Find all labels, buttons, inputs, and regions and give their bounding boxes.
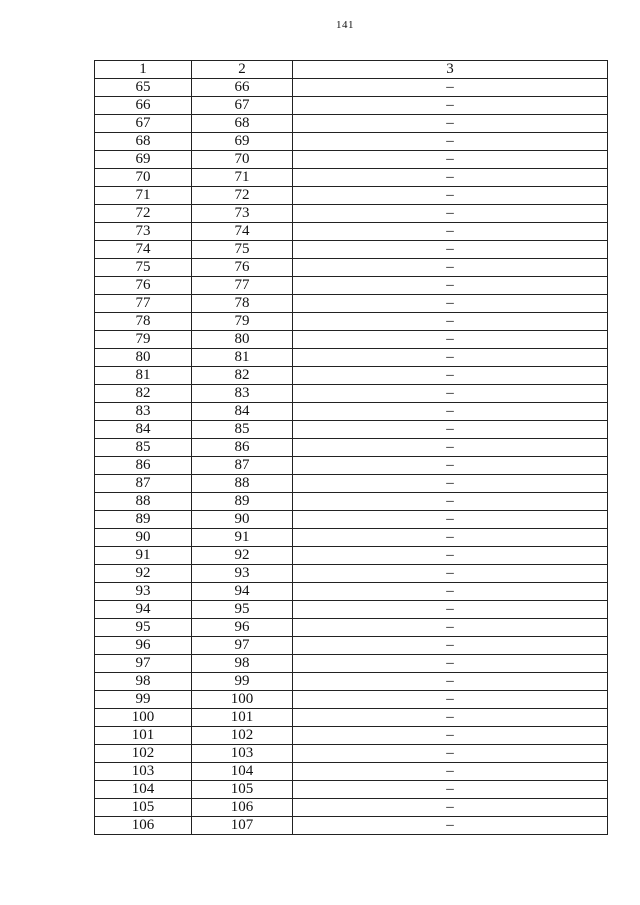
table-cell-col-2: 95	[192, 601, 293, 619]
table-cell-col-1: 91	[95, 547, 192, 565]
table-cell-col-1: 87	[95, 475, 192, 493]
table-cell-col-3: –	[293, 691, 608, 709]
table-cell-col-2: 92	[192, 547, 293, 565]
table-row	[95, 655, 608, 673]
table-cell-col-1: 102	[95, 745, 192, 763]
table-cell-col-2: 102	[192, 727, 293, 745]
table-cell-col-3: –	[293, 547, 608, 565]
table-cell-col-2: 76	[192, 259, 293, 277]
table-cell-col-2: 67	[192, 97, 293, 115]
table-cell-col-1: 98	[95, 673, 192, 691]
table-cell-col-3: –	[293, 619, 608, 637]
table-cell-col-1: 86	[95, 457, 192, 475]
table-cell-col-1: 89	[95, 511, 192, 529]
table-cell-col-3: –	[293, 241, 608, 259]
table-cell-col-2: 86	[192, 439, 293, 457]
table-cell-col-3: –	[293, 817, 608, 835]
table-row	[95, 673, 608, 691]
table-cell-col-1: 106	[95, 817, 192, 835]
table-cell-col-1: 95	[95, 619, 192, 637]
table-cell-col-1: 84	[95, 421, 192, 439]
column-header-2: 2	[192, 61, 293, 79]
table-cell-col-3: –	[293, 295, 608, 313]
table-row	[95, 313, 608, 331]
table-cell-col-2: 75	[192, 241, 293, 259]
table-cell-col-1: 97	[95, 655, 192, 673]
table-cell-col-3: –	[293, 493, 608, 511]
table-row	[95, 781, 608, 799]
table-cell-col-2: 99	[192, 673, 293, 691]
table-row	[95, 385, 608, 403]
table-row	[95, 493, 608, 511]
table-cell-col-3: –	[293, 511, 608, 529]
table-cell-col-2: 80	[192, 331, 293, 349]
table-cell-col-2: 97	[192, 637, 293, 655]
table-cell-col-2: 81	[192, 349, 293, 367]
table-cell-col-3: –	[293, 781, 608, 799]
table-cell-col-1: 104	[95, 781, 192, 799]
table-row	[95, 205, 608, 223]
table-cell-col-2: 66	[192, 79, 293, 97]
table-row	[95, 331, 608, 349]
table-cell-col-1: 65	[95, 79, 192, 97]
table-row	[95, 277, 608, 295]
table-cell-col-1: 82	[95, 385, 192, 403]
table-cell-col-3: –	[293, 727, 608, 745]
table-cell-col-3: –	[293, 187, 608, 205]
table-cell-col-3: –	[293, 151, 608, 169]
table-row	[95, 115, 608, 133]
table-cell-col-3: –	[293, 565, 608, 583]
table-cell-col-3: –	[293, 583, 608, 601]
table-cell-col-2: 83	[192, 385, 293, 403]
table-cell-col-1: 68	[95, 133, 192, 151]
table-cell-col-3: –	[293, 439, 608, 457]
table-row	[95, 403, 608, 421]
table-cell-col-2: 78	[192, 295, 293, 313]
table-cell-col-3: –	[293, 673, 608, 691]
table-cell-col-3: –	[293, 655, 608, 673]
table-row	[95, 259, 608, 277]
table-cell-col-3: –	[293, 709, 608, 727]
table-row	[95, 583, 608, 601]
table-header-row	[95, 61, 608, 79]
table-cell-col-3: –	[293, 277, 608, 295]
table-cell-col-3: –	[293, 79, 608, 97]
table-cell-col-1: 83	[95, 403, 192, 421]
table-cell-col-2: 100	[192, 691, 293, 709]
table-cell-col-2: 72	[192, 187, 293, 205]
table-cell-col-3: –	[293, 97, 608, 115]
table-cell-col-3: –	[293, 745, 608, 763]
table-row	[95, 79, 608, 97]
table-row	[95, 709, 608, 727]
table-cell-col-3: –	[293, 457, 608, 475]
table-cell-col-1: 100	[95, 709, 192, 727]
table-cell-col-2: 87	[192, 457, 293, 475]
table-cell-col-1: 67	[95, 115, 192, 133]
table-cell-col-2: 98	[192, 655, 293, 673]
table-cell-col-3: –	[293, 385, 608, 403]
table-cell-col-3: –	[293, 475, 608, 493]
table-cell-col-3: –	[293, 637, 608, 655]
table-cell-col-3: –	[293, 169, 608, 187]
table-cell-col-2: 90	[192, 511, 293, 529]
table-cell-col-3: –	[293, 133, 608, 151]
table-cell-col-2: 73	[192, 205, 293, 223]
table-row	[95, 349, 608, 367]
table-cell-col-2: 68	[192, 115, 293, 133]
table-cell-col-2: 103	[192, 745, 293, 763]
table-cell-col-1: 99	[95, 691, 192, 709]
table-row	[95, 367, 608, 385]
table-cell-col-1: 94	[95, 601, 192, 619]
table-row	[95, 421, 608, 439]
table-cell-col-1: 80	[95, 349, 192, 367]
table-cell-col-2: 105	[192, 781, 293, 799]
table-cell-col-2: 88	[192, 475, 293, 493]
data-table	[94, 60, 608, 835]
table-cell-col-3: –	[293, 763, 608, 781]
table-cell-col-1: 77	[95, 295, 192, 313]
table-row	[95, 439, 608, 457]
table-row	[95, 565, 608, 583]
table-cell-col-2: 106	[192, 799, 293, 817]
table-cell-col-1: 105	[95, 799, 192, 817]
table-row	[95, 619, 608, 637]
table-cell-col-1: 96	[95, 637, 192, 655]
table-cell-col-2: 69	[192, 133, 293, 151]
table-cell-col-2: 89	[192, 493, 293, 511]
column-header-3: 3	[293, 61, 608, 79]
table-cell-col-1: 81	[95, 367, 192, 385]
table-cell-col-1: 101	[95, 727, 192, 745]
table-row	[95, 169, 608, 187]
table-cell-col-1: 76	[95, 277, 192, 295]
table-row	[95, 511, 608, 529]
table-row	[95, 763, 608, 781]
table-cell-col-3: –	[293, 601, 608, 619]
table-cell-col-1: 79	[95, 331, 192, 349]
table-row	[95, 475, 608, 493]
table-row	[95, 529, 608, 547]
table-cell-col-2: 96	[192, 619, 293, 637]
table-cell-col-2: 77	[192, 277, 293, 295]
table-row	[95, 295, 608, 313]
table-cell-col-2: 70	[192, 151, 293, 169]
table-cell-col-3: –	[293, 403, 608, 421]
table-cell-col-3: –	[293, 349, 608, 367]
table-row	[95, 133, 608, 151]
table-cell-col-1: 92	[95, 565, 192, 583]
page-number: 141	[336, 19, 354, 31]
table-row	[95, 241, 608, 259]
table-row	[95, 601, 608, 619]
table-cell-col-1: 103	[95, 763, 192, 781]
table-cell-col-3: –	[293, 421, 608, 439]
table-cell-col-1: 71	[95, 187, 192, 205]
table-row	[95, 637, 608, 655]
table-row	[95, 799, 608, 817]
table-cell-col-3: –	[293, 799, 608, 817]
table-row	[95, 547, 608, 565]
table-cell-col-1: 88	[95, 493, 192, 511]
table-cell-col-1: 74	[95, 241, 192, 259]
table-cell-col-2: 85	[192, 421, 293, 439]
table-cell-col-1: 72	[95, 205, 192, 223]
table-cell-col-2: 91	[192, 529, 293, 547]
table-row	[95, 727, 608, 745]
table-row	[95, 457, 608, 475]
table-cell-col-1: 90	[95, 529, 192, 547]
table-cell-col-3: –	[293, 259, 608, 277]
table-cell-col-2: 104	[192, 763, 293, 781]
table-cell-col-3: –	[293, 313, 608, 331]
table-row	[95, 817, 608, 835]
table-row	[95, 97, 608, 115]
table-cell-col-1: 85	[95, 439, 192, 457]
table-body	[95, 79, 608, 835]
table-row	[95, 223, 608, 241]
table-cell-col-3: –	[293, 205, 608, 223]
table-cell-col-2: 74	[192, 223, 293, 241]
table-cell-col-3: –	[293, 331, 608, 349]
table-cell-col-2: 71	[192, 169, 293, 187]
table-cell-col-1: 69	[95, 151, 192, 169]
table-row	[95, 151, 608, 169]
table-cell-col-1: 73	[95, 223, 192, 241]
table-cell-col-2: 94	[192, 583, 293, 601]
table-row	[95, 745, 608, 763]
table-row	[95, 187, 608, 205]
table-cell-col-2: 107	[192, 817, 293, 835]
table-cell-col-1: 70	[95, 169, 192, 187]
table-cell-col-2: 84	[192, 403, 293, 421]
table-cell-col-2: 93	[192, 565, 293, 583]
table-cell-col-3: –	[293, 223, 608, 241]
column-header-1: 1	[95, 61, 192, 79]
table-cell-col-1: 78	[95, 313, 192, 331]
table-cell-col-1: 66	[95, 97, 192, 115]
table-cell-col-1: 93	[95, 583, 192, 601]
table-cell-col-2: 101	[192, 709, 293, 727]
table-cell-col-3: –	[293, 115, 608, 133]
table-cell-col-2: 79	[192, 313, 293, 331]
table-cell-col-1: 75	[95, 259, 192, 277]
table-cell-col-2: 82	[192, 367, 293, 385]
table-cell-col-3: –	[293, 529, 608, 547]
table-row	[95, 691, 608, 709]
table-cell-col-3: –	[293, 367, 608, 385]
